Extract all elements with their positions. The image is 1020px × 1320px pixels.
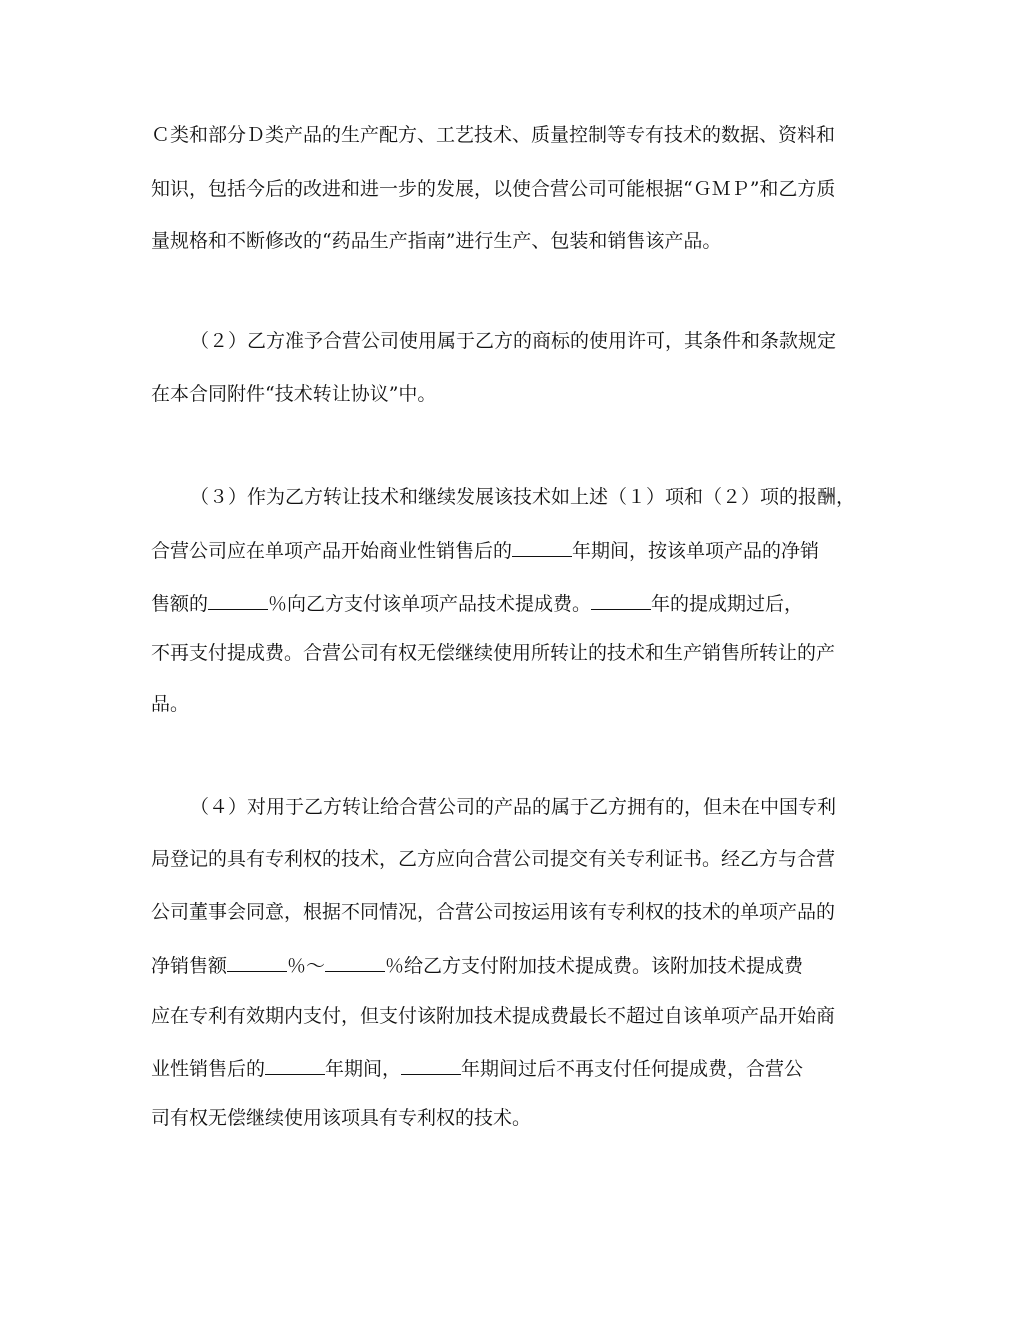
text-segment: 年期间，按该单项产品的净销 — [572, 540, 820, 562]
fill-in-blank — [325, 953, 385, 972]
paragraph-3-line-1: （３）作为乙方转让技术和继续发展该技术如上述（１）项和（２）项的报酬， — [190, 486, 856, 508]
text-segment: ％～ — [287, 955, 326, 977]
paragraph-3-line-2 — [151, 538, 819, 563]
fill-in-blank — [227, 953, 287, 972]
paragraph-3-line-3 — [151, 591, 803, 616]
paragraph-4-line-3: 公司董事会同意，根据不同情况，合营公司按运用该有专利权的技术的单项产品的 — [151, 901, 836, 923]
text-segment: 净销售额 — [151, 955, 228, 977]
text-segment: ％向乙方支付该单项产品技术提成费。 — [268, 593, 592, 615]
fill-in-blank — [512, 538, 572, 557]
paragraph-4-line-1: （４）对用于乙方转让给合营公司的产品的属于乙方拥有的，但未在中国专利 — [190, 796, 837, 818]
fill-in-blank — [208, 591, 268, 610]
text-segment: ％给乙方支付附加技术提成费。该附加技术提成费 — [385, 955, 804, 977]
paragraph-1-line-2: 知识，包括今后的改进和进一步的发展，以使合营公司可能根据“ＧＭＰ”和乙方质 — [151, 178, 836, 200]
fill-in-blank — [265, 1056, 325, 1075]
paragraph-3-line-4: 不再支付提成费。合营公司有权无偿继续使用所转让的技术和生产销售所转让的产 — [151, 642, 836, 664]
text-segment: 售额的 — [151, 593, 209, 615]
paragraph-4-line-5: 应在专利有效期内支付，但支付该附加技术提成费最长不超过自该单项产品开始商 — [151, 1005, 836, 1027]
paragraph-3-line-5: 品。 — [151, 693, 190, 715]
paragraph-1-line-3: 量规格和不断修改的“药品生产指南”进行生产、包装和销售该产品。 — [151, 230, 722, 252]
fill-in-blank — [401, 1056, 461, 1075]
paragraph-4-line-7: 司有权无偿继续使用该项具有专利权的技术。 — [151, 1107, 532, 1129]
paragraph-4-line-2: 局登记的具有专利权的技术，乙方应向合营公司提交有关专利证书。经乙方与合营 — [151, 848, 836, 870]
paragraph-2-line-2: 在本合同附件“技术转让协议”中。 — [151, 383, 437, 405]
paragraph-2-line-1: （２）乙方准予合营公司使用属于乙方的商标的使用许可，其条件和条款规定 — [190, 330, 837, 352]
fill-in-blank — [591, 591, 651, 610]
text-segment: 业性销售后的 — [151, 1058, 266, 1080]
paragraph-1-line-1: Ｃ类和部分Ｄ类产品的生产配方、工艺技术、质量控制等专有技术的数据、资料和 — [151, 124, 836, 146]
text-segment: 年期间过后不再支付任何提成费，合营公 — [461, 1058, 804, 1080]
text-segment: 年期间， — [325, 1058, 402, 1080]
text-segment: 合营公司应在单项产品开始商业性销售后的 — [151, 540, 513, 562]
paragraph-4-line-6 — [151, 1056, 803, 1081]
text-segment: 年的提成期过后， — [651, 593, 804, 615]
paragraph-4-line-4 — [151, 953, 803, 978]
